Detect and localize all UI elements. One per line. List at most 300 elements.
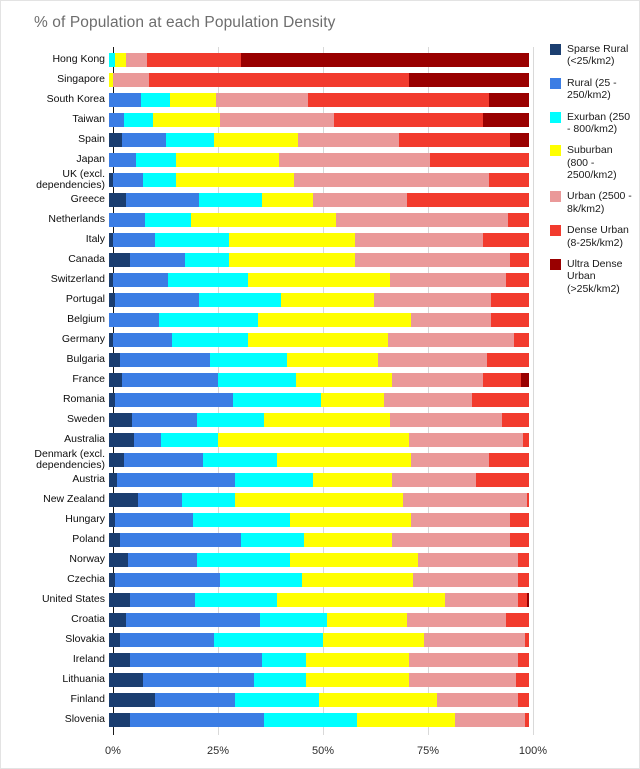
bar-segment-urban[interactable]: [392, 473, 476, 487]
bar-segment-exurban[interactable]: [161, 433, 218, 447]
bar-segment-suburban[interactable]: [176, 173, 294, 187]
category-label: Hungary: [65, 513, 105, 526]
category-label: Netherlands: [48, 213, 105, 226]
chart-row: [11, 90, 533, 110]
bar-segment-suburban[interactable]: [176, 153, 279, 167]
bar-segment-suburban[interactable]: [115, 53, 126, 67]
category-label: New Zealand: [43, 493, 105, 506]
bar-segment-dense-urban[interactable]: [407, 193, 529, 207]
category-label: Croatia: [71, 613, 105, 626]
legend-label: Rural (25 - 250/km2): [567, 76, 617, 102]
bar-segment-rural[interactable]: [130, 253, 185, 267]
bar-segment-urban[interactable]: [455, 713, 524, 727]
bar-segment-urban[interactable]: [113, 73, 149, 87]
bar-segment-exurban[interactable]: [168, 273, 248, 287]
bar-segment-sparse-rural[interactable]: [109, 373, 122, 387]
bar-segment-suburban[interactable]: [229, 253, 355, 267]
legend-label: Urban (2500 - 8k/km2): [567, 190, 632, 215]
bar-segment-suburban[interactable]: [229, 233, 355, 247]
bar-segment-sparse-rural[interactable]: [109, 433, 134, 447]
bar-track: [109, 210, 529, 230]
bar-segment-rural[interactable]: [109, 313, 159, 327]
bar-segment-rural[interactable]: [138, 493, 182, 507]
bar-segment-suburban[interactable]: [248, 333, 389, 347]
bar-segment-sparse-rural[interactable]: [109, 633, 120, 647]
chart-row: [11, 310, 533, 330]
bar-segment-dense-urban[interactable]: [518, 553, 529, 567]
bar-segment-rural[interactable]: [109, 93, 141, 107]
bar-segment-urban[interactable]: [313, 193, 408, 207]
bar-segment-urban[interactable]: [407, 613, 506, 627]
bar-segment-exurban[interactable]: [235, 693, 319, 707]
chart-row: [11, 270, 533, 290]
chart-row: [11, 650, 533, 670]
x-axis: [105, 745, 548, 761]
stacked-bar: [109, 153, 529, 167]
bar-segment-exurban[interactable]: [199, 293, 281, 307]
bar-segment-exurban[interactable]: [182, 493, 235, 507]
stacked-bar: [109, 653, 529, 667]
bar-segment-rural[interactable]: [115, 393, 233, 407]
bar-segment-dense-urban[interactable]: [334, 113, 483, 127]
stacked-bar: [109, 413, 529, 427]
category-label: Hong Kong: [52, 53, 105, 66]
bar-track: [109, 590, 529, 610]
bar-segment-suburban[interactable]: [290, 553, 418, 567]
bar-segment-exurban[interactable]: [197, 413, 264, 427]
bar-segment-rural[interactable]: [120, 633, 215, 647]
bar-segment-sparse-rural[interactable]: [109, 553, 128, 567]
bar-segment-urban[interactable]: [409, 433, 522, 447]
bar-segment-suburban[interactable]: [296, 373, 393, 387]
bar-segment-dense-urban[interactable]: [472, 393, 529, 407]
plot-area: [1, 47, 640, 735]
bar-segment-ultra-dense-urban[interactable]: [483, 113, 529, 127]
category-label: Japan: [76, 153, 105, 166]
chart-row: [11, 250, 533, 270]
bar-track: [109, 670, 529, 690]
bar-segment-exurban[interactable]: [185, 253, 229, 267]
bar-segment-rural[interactable]: [130, 593, 195, 607]
bar-segment-urban[interactable]: [409, 673, 516, 687]
bar-track: [109, 570, 529, 590]
bar-segment-rural[interactable]: [113, 273, 168, 287]
category-label: Czechia: [67, 573, 105, 586]
legend-label: Sparse Rural (<25/km2): [567, 43, 629, 68]
bar-segment-dense-urban[interactable]: [510, 513, 529, 527]
stacked-bar: [109, 173, 529, 187]
bar-track: [109, 250, 529, 270]
bar-segment-exurban[interactable]: [241, 533, 304, 547]
bar-segment-exurban[interactable]: [260, 613, 327, 627]
chart-row: [11, 390, 533, 410]
stacked-bar: [109, 713, 529, 727]
bar-segment-suburban[interactable]: [323, 633, 424, 647]
stacked-bar: [109, 53, 529, 67]
category-label: Sweden: [67, 413, 105, 426]
bar-segment-suburban[interactable]: [153, 113, 220, 127]
bar-segment-dense-urban[interactable]: [489, 173, 529, 187]
chart-row: [11, 167, 533, 191]
bar-track: [109, 430, 529, 450]
category-label: Taiwan: [72, 113, 105, 126]
chart-row: [11, 510, 533, 530]
bar-segment-rural[interactable]: [143, 673, 254, 687]
bar-segment-rural[interactable]: [113, 173, 142, 187]
bar-segment-sparse-rural[interactable]: [109, 653, 130, 667]
chart-row: [11, 570, 533, 590]
legend-label: Dense Urban (8-25k/km2): [567, 224, 629, 249]
bar-segment-dense-urban[interactable]: [506, 273, 529, 287]
bar-segment-exurban[interactable]: [193, 513, 290, 527]
bar-segment-suburban[interactable]: [306, 673, 409, 687]
bar-segment-rural[interactable]: [130, 713, 264, 727]
bar-track: [109, 350, 529, 370]
chart-row: [11, 370, 533, 390]
bar-segment-dense-urban[interactable]: [518, 573, 529, 587]
bar-segment-exurban[interactable]: [197, 553, 289, 567]
chart-row: [11, 50, 533, 70]
bar-segment-exurban[interactable]: [124, 113, 153, 127]
bar-segment-sparse-rural[interactable]: [109, 473, 117, 487]
bar-segment-exurban[interactable]: [203, 453, 277, 467]
bar-track: [109, 130, 529, 150]
bar-segment-exurban[interactable]: [143, 173, 177, 187]
bar-segment-urban[interactable]: [392, 533, 510, 547]
bar-segment-rural[interactable]: [120, 533, 242, 547]
stacked-bar: [109, 613, 529, 627]
bar-segment-suburban[interactable]: [191, 213, 336, 227]
bar-segment-suburban[interactable]: [327, 613, 407, 627]
x-tick-label: 25%: [206, 745, 230, 757]
bar-segment-dense-urban[interactable]: [399, 133, 510, 147]
bar-segment-dense-urban[interactable]: [514, 333, 529, 347]
bar-segment-rural[interactable]: [109, 153, 136, 167]
bar-segment-urban[interactable]: [216, 93, 308, 107]
bar-segment-dense-urban[interactable]: [491, 293, 529, 307]
bar-segment-exurban[interactable]: [235, 473, 313, 487]
category-label: Poland: [72, 533, 105, 546]
bar-segment-sparse-rural[interactable]: [109, 253, 130, 267]
bar-segment-exurban[interactable]: [195, 593, 277, 607]
bar-segment-exurban[interactable]: [141, 93, 170, 107]
bar-segment-urban[interactable]: [390, 413, 501, 427]
bar-segment-rural[interactable]: [128, 553, 197, 567]
chart-row: [11, 550, 533, 570]
stacked-bar: [109, 513, 529, 527]
category-label: Norway: [69, 553, 105, 566]
bar-segment-urban[interactable]: [220, 113, 333, 127]
bar-track: [109, 70, 529, 90]
bar-segment-dense-urban[interactable]: [518, 653, 529, 667]
bar-segment-suburban[interactable]: [277, 593, 445, 607]
bar-segment-rural[interactable]: [134, 433, 161, 447]
bar-segment-rural[interactable]: [117, 473, 235, 487]
bar-segment-dense-urban[interactable]: [308, 93, 489, 107]
category-label: Canada: [68, 253, 105, 266]
legend-item-exurban: [550, 111, 636, 136]
bar-segment-dense-urban[interactable]: [516, 673, 529, 687]
chart-row: [11, 490, 533, 510]
bar-segment-sparse-rural[interactable]: [109, 133, 122, 147]
legend-swatch-icon: [550, 145, 561, 156]
category-label: France: [72, 373, 105, 386]
stacked-bar: [109, 673, 529, 687]
category-label: South Korea: [46, 93, 105, 106]
chart-row: [11, 210, 533, 230]
category-label: Spain: [78, 133, 105, 146]
stacked-bar: [109, 73, 529, 87]
bar-segment-suburban[interactable]: [264, 413, 390, 427]
bar-track: [109, 470, 529, 490]
bar-segment-suburban[interactable]: [319, 693, 437, 707]
bar-segment-suburban[interactable]: [357, 713, 456, 727]
bar-segment-sparse-rural[interactable]: [109, 413, 132, 427]
bar-segment-urban[interactable]: [424, 633, 525, 647]
bar-segment-urban[interactable]: [336, 213, 508, 227]
bar-segment-rural[interactable]: [113, 233, 155, 247]
legend-swatch-icon: [550, 44, 561, 55]
bar-segment-sparse-rural[interactable]: [109, 673, 143, 687]
bar-segment-rural[interactable]: [113, 333, 172, 347]
legend: [550, 43, 636, 295]
stacked-bar: [109, 693, 529, 707]
bar-segment-urban[interactable]: [411, 513, 510, 527]
bar-segment-ultra-dense-urban[interactable]: [489, 93, 529, 107]
bar-segment-suburban[interactable]: [248, 273, 391, 287]
bar-segment-exurban[interactable]: [214, 633, 323, 647]
legend-swatch-icon: [550, 225, 561, 236]
category-label: Singapore: [57, 73, 105, 86]
bar-segment-urban[interactable]: [355, 253, 510, 267]
bar-segment-dense-urban[interactable]: [508, 213, 529, 227]
bar-segment-dense-urban[interactable]: [510, 253, 529, 267]
bar-segment-rural[interactable]: [109, 113, 124, 127]
bar-segment-suburban[interactable]: [304, 533, 392, 547]
stacked-bar: [109, 93, 529, 107]
bar-segment-ultra-dense-urban[interactable]: [527, 593, 529, 607]
bar-segment-dense-urban[interactable]: [149, 73, 409, 87]
category-label: Australia: [64, 433, 105, 446]
bar-segment-suburban[interactable]: [258, 313, 411, 327]
stacked-bar: [109, 113, 529, 127]
bar-segment-sparse-rural[interactable]: [109, 693, 155, 707]
bar-segment-dense-urban[interactable]: [487, 353, 529, 367]
category-label: UK (excl. dependencies): [36, 167, 105, 191]
stacked-bar: [109, 273, 529, 287]
bar-segment-dense-urban[interactable]: [476, 473, 529, 487]
bar-segment-urban[interactable]: [378, 353, 487, 367]
bar-segment-dense-urban[interactable]: [147, 53, 242, 67]
bar-segment-suburban[interactable]: [218, 433, 409, 447]
bar-track: [109, 490, 529, 510]
bar-segment-urban[interactable]: [298, 133, 399, 147]
bar-track: [109, 370, 529, 390]
bar-segment-urban[interactable]: [279, 153, 430, 167]
bar-segment-exurban[interactable]: [262, 653, 306, 667]
bar-segment-ultra-dense-urban[interactable]: [521, 373, 529, 387]
bar-segment-rural[interactable]: [130, 653, 262, 667]
bar-track: [109, 690, 529, 710]
bar-segment-urban[interactable]: [413, 573, 518, 587]
bar-segment-exurban[interactable]: [220, 573, 302, 587]
stacked-bar: [109, 393, 529, 407]
bar-segment-urban[interactable]: [126, 53, 147, 67]
bar-track: [109, 90, 529, 110]
bar-segment-urban[interactable]: [411, 453, 489, 467]
bar-segment-dense-urban[interactable]: [483, 233, 529, 247]
bar-segment-sparse-rural[interactable]: [109, 493, 138, 507]
bar-segment-urban[interactable]: [403, 493, 527, 507]
bar-segment-exurban[interactable]: [210, 353, 288, 367]
bar-segment-suburban[interactable]: [290, 513, 412, 527]
bar-segment-sparse-rural[interactable]: [109, 353, 120, 367]
chart-row: [11, 350, 533, 370]
bar-segment-rural[interactable]: [122, 133, 166, 147]
legend-label: Suburban (800 - 2500/km2): [567, 144, 617, 181]
bar-segment-rural[interactable]: [120, 353, 210, 367]
bar-segment-suburban[interactable]: [170, 93, 216, 107]
stacked-bar: [109, 473, 529, 487]
chart-row: [11, 150, 533, 170]
bar-segment-suburban[interactable]: [302, 573, 413, 587]
bar-segment-sparse-rural[interactable]: [109, 193, 126, 207]
bar-segment-dense-urban[interactable]: [430, 153, 529, 167]
chart-row: [11, 670, 533, 690]
stacked-bar: [109, 313, 529, 327]
bar-segment-dense-urban[interactable]: [506, 613, 529, 627]
bar-track: [109, 410, 529, 430]
bar-segment-dense-urban[interactable]: [525, 713, 529, 727]
bar-segment-suburban[interactable]: [313, 473, 393, 487]
bar-segment-suburban[interactable]: [262, 193, 312, 207]
bar-segment-exurban[interactable]: [136, 153, 176, 167]
bar-segment-urban[interactable]: [409, 653, 518, 667]
bar-segment-urban[interactable]: [388, 333, 514, 347]
bar-segment-suburban[interactable]: [235, 493, 403, 507]
bar-segment-rural[interactable]: [126, 613, 260, 627]
category-label: Ireland: [72, 653, 105, 666]
bar-track: [109, 630, 529, 650]
stacked-bar: [109, 573, 529, 587]
bar-segment-dense-urban[interactable]: [489, 453, 529, 467]
bar-segment-exurban[interactable]: [155, 233, 229, 247]
bar-segment-rural[interactable]: [124, 453, 204, 467]
legend-swatch-icon: [550, 78, 561, 89]
bar-segment-rural[interactable]: [115, 293, 199, 307]
bar-segment-ultra-dense-urban[interactable]: [409, 73, 529, 87]
chart-row: [11, 70, 533, 90]
bar-segment-rural[interactable]: [122, 373, 219, 387]
bar-segment-exurban[interactable]: [218, 373, 296, 387]
category-label: Portugal: [65, 293, 105, 306]
stacked-bar: [109, 233, 529, 247]
stacked-bar: [109, 253, 529, 267]
stacked-bar: [109, 333, 529, 347]
bar-segment-rural[interactable]: [132, 413, 197, 427]
bar-segment-urban[interactable]: [374, 293, 492, 307]
bar-segment-dense-urban[interactable]: [518, 593, 526, 607]
bar-segment-exurban[interactable]: [233, 393, 321, 407]
bar-segment-rural[interactable]: [155, 693, 235, 707]
legend-swatch-icon: [550, 191, 561, 202]
bar-segment-urban[interactable]: [418, 553, 519, 567]
stacked-bar: [109, 353, 529, 367]
bar-segment-urban[interactable]: [294, 173, 489, 187]
stacked-bar: [109, 633, 529, 647]
category-label: Denmark (excl. dependencies): [34, 447, 105, 471]
x-tick-label: 100%: [518, 745, 548, 757]
bar-segment-sparse-rural[interactable]: [109, 533, 120, 547]
chart-row: [11, 530, 533, 550]
bar-segment-exurban[interactable]: [199, 193, 262, 207]
bar-segment-suburban[interactable]: [306, 653, 409, 667]
bar-segment-sparse-rural[interactable]: [109, 713, 130, 727]
bar-segment-exurban[interactable]: [145, 213, 191, 227]
bar-segment-dense-urban[interactable]: [527, 493, 529, 507]
bar-segment-sparse-rural[interactable]: [109, 593, 130, 607]
bar-segment-ultra-dense-urban[interactable]: [241, 53, 529, 67]
bar-segment-dense-urban[interactable]: [518, 693, 529, 707]
stacked-bar: [109, 433, 529, 447]
bar-segment-sparse-rural[interactable]: [109, 613, 126, 627]
bar-segment-dense-urban[interactable]: [525, 633, 529, 647]
bar-segment-rural[interactable]: [109, 213, 145, 227]
bar-track: [109, 530, 529, 550]
bar-segment-urban[interactable]: [411, 313, 491, 327]
bar-segment-suburban[interactable]: [287, 353, 377, 367]
x-tick-label: 0%: [105, 745, 121, 757]
bar-track: [109, 710, 529, 730]
stacked-bar: [109, 193, 529, 207]
chart-row: [11, 410, 533, 430]
bar-segment-urban[interactable]: [384, 393, 472, 407]
bar-segment-suburban[interactable]: [321, 393, 384, 407]
bar-segment-dense-urban[interactable]: [502, 413, 529, 427]
bar-segment-suburban[interactable]: [277, 453, 411, 467]
bar-segment-rural[interactable]: [115, 573, 220, 587]
bar-segment-exurban[interactable]: [172, 333, 248, 347]
bar-segment-exurban[interactable]: [166, 133, 214, 147]
bar-segment-dense-urban[interactable]: [523, 433, 529, 447]
bar-segment-urban[interactable]: [390, 273, 506, 287]
x-tick-label: 50%: [311, 745, 335, 757]
bar-segment-ultra-dense-urban[interactable]: [510, 133, 529, 147]
bar-segment-exurban[interactable]: [264, 713, 356, 727]
bar-segment-exurban[interactable]: [159, 313, 258, 327]
bar-track: [109, 230, 529, 250]
bar-segment-sparse-rural[interactable]: [109, 453, 124, 467]
bar-segment-urban[interactable]: [437, 693, 519, 707]
bar-segment-rural[interactable]: [115, 513, 193, 527]
bar-segment-dense-urban[interactable]: [491, 313, 529, 327]
bar-segment-suburban[interactable]: [214, 133, 298, 147]
category-label: Finland: [70, 693, 105, 706]
bar-segment-urban[interactable]: [392, 373, 482, 387]
bar-segment-urban[interactable]: [355, 233, 483, 247]
bar-segment-suburban[interactable]: [281, 293, 373, 307]
bar-segment-dense-urban[interactable]: [510, 533, 529, 547]
bar-segment-urban[interactable]: [445, 593, 519, 607]
bar-segment-rural[interactable]: [126, 193, 200, 207]
stacked-bar: [109, 553, 529, 567]
bar-track: [109, 610, 529, 630]
bar-segment-dense-urban[interactable]: [483, 373, 521, 387]
chart-row: [11, 590, 533, 610]
bar-segment-exurban[interactable]: [254, 673, 307, 687]
category-label: Germany: [61, 333, 105, 346]
legend-item-sparse-rural: [550, 43, 636, 68]
